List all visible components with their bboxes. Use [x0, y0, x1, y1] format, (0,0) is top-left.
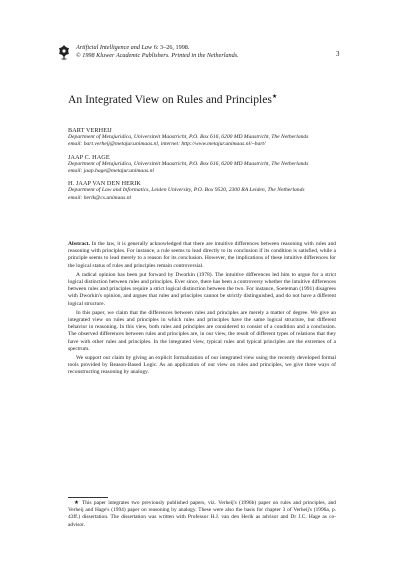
author-name: H. JAAP VAN DEN HERIK — [68, 180, 141, 188]
title-footnote-mark: ★ — [271, 94, 278, 101]
footnote-divider — [68, 497, 108, 498]
abstract-label: Abstract. — [68, 241, 90, 247]
author-contact: email: jaap.hage@metajur.unimaas.nl — [68, 168, 154, 175]
author-name: BART VERHEIJ — [68, 127, 112, 134]
abstract-paragraph: In this paper, we claim that the differences between rules and principles are merely a matter of degree. We give an integrated view on rules and principles in which rules and principles have the same logical structure, but different behavior in reasoning. In this view, both rules and principles are considered to consist of a condition and a conclusion. The observed differences between rules and principles are, in our view, the result of different types of relations that they have with other rules and principles. In the integrated view, typical rules and typical principles are the extremes of a spectrum. — [68, 309, 336, 352]
journal-header — [76, 44, 239, 59]
journal-name: Artificial Intelligence and Law — [76, 44, 153, 51]
paper-title — [68, 93, 277, 106]
author-name: JAAP C. HAGE — [68, 153, 110, 161]
abstract-text: In the law, it is generally acknowledged that there are intuitive differences between reasoning with rules and reasoning with principles. For instance, a rule seems to lead directly to its conclusion if its condition is satisfied, while a principle seems to lead merely to a reason for its conclusion. However, the implications of these intuitive differences for the logical status of rules and principles remain controversial. — [68, 241, 336, 269]
page-number: 3 — [336, 50, 340, 58]
author-contact: email: herik@cs.unimaas.nl — [68, 194, 132, 201]
abstract-paragraph — [68, 241, 336, 270]
author-affiliation: Department of Metajuridica, Universiteit Maastricht, P.O. Box 616, 6200 MD Maastricht, The Netherlands — [68, 134, 309, 141]
footnote: ★ This paper integrates two previously published papers, viz. Verheij's (1996b) paper on rules and principles, and Verheij and Hage's (1994) paper on reasoning by analogy. These were also the basis for chapter 3 of Verheij's (1996a, p. 43ff.) dissertation. The dissertation was written with Professor H.J. van den Herik as advisor and Dr J.C. Hage as co-advisor. — [68, 500, 336, 528]
author-block — [68, 180, 338, 202]
author-block — [68, 127, 338, 149]
author-affiliation: Department of Law and Informatics, Leiden University, P.O. Box 9520, 2300 RA Leiden, The Netherlands — [68, 187, 305, 194]
abstract-paragraph: We support our claim by giving an explicit formalization of our integrated view using the recently developed formal tools provided by Reason-Based Logic. As an application of our view on rules and principles, we give three ways of reconstructing reasoning by analogy. — [68, 355, 336, 376]
author-affiliation: Department of Metajuridica, Universiteit Maastricht, P.O. Box 616, 6200 MD Maastricht, The Netherlands — [68, 160, 309, 167]
paper-title-text: An Integrated View on Rules and Principles — [68, 93, 272, 106]
kluwer-logo-icon — [56, 44, 72, 60]
copyright-line: © 1998 Kluwer Academic Publishers. Printed in the Netherlands. — [76, 51, 239, 59]
abstract-paragraph: A radical opinion has been put forward by Dworkin (1978). The intuitive differences led him to argue for a strict logical distinction between rules and principles. Ever since, there has been a controversy whether the intuitive differences between rules and principles require a strict logical distinction between the two. For instance, Soeteman (1991) disagrees with Dworkin's opinion, and argues that rules and principles cannot be strictly distinguished, and do not have a different logical structure. — [68, 271, 336, 307]
author-contact: email: bart.verheij@metajur.unimaas.nl, internet: http://www.metajur.unimaas.nl/~bart/ — [68, 141, 266, 148]
volume-info: 6: 3–26, 1998. — [152, 44, 190, 51]
author-list — [68, 127, 338, 207]
abstract — [68, 241, 336, 379]
author-block — [68, 154, 338, 176]
